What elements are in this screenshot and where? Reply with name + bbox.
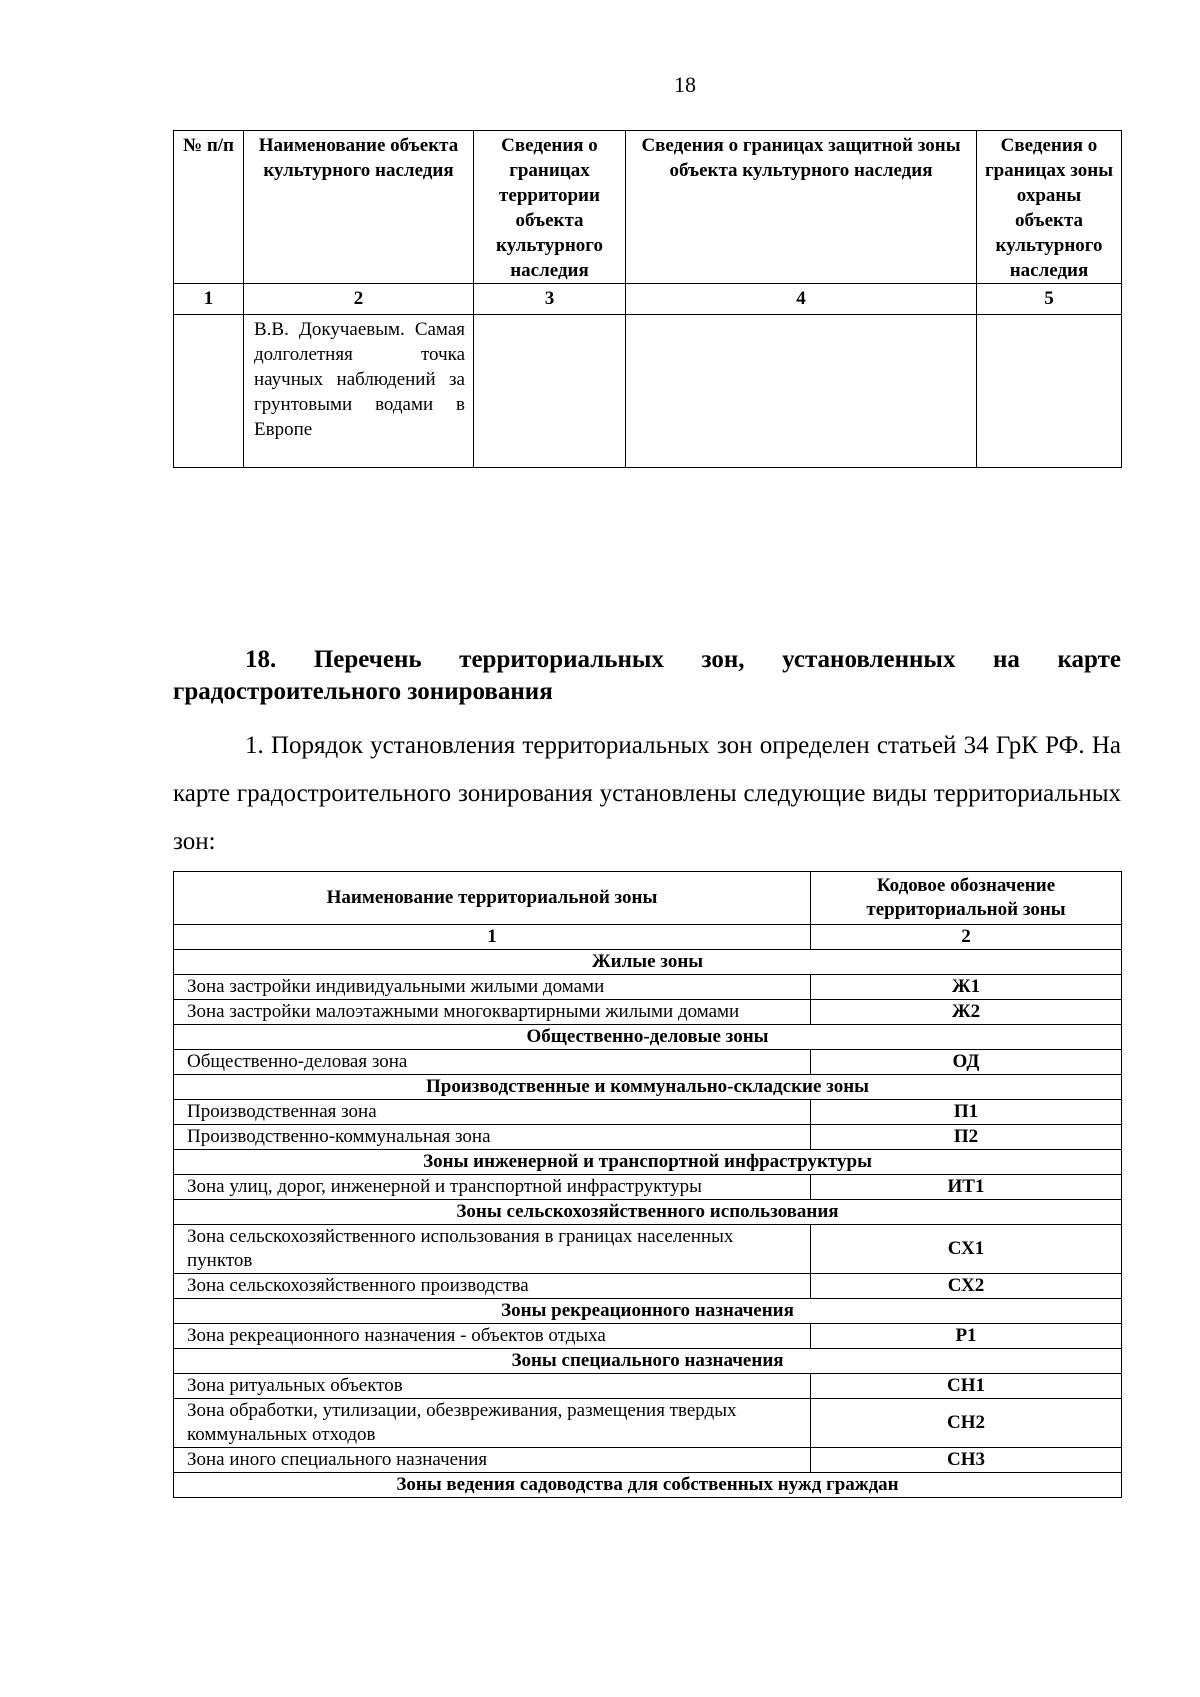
zone-code-cell: ИТ1 bbox=[811, 1175, 1122, 1200]
column-number: 4 bbox=[626, 284, 977, 315]
zone-code-cell: СН3 bbox=[811, 1448, 1122, 1473]
table-row bbox=[174, 975, 1122, 1000]
table-header-row bbox=[174, 131, 1122, 284]
zone-code-cell: СХ2 bbox=[811, 1274, 1122, 1299]
zone-group-row bbox=[174, 1473, 1122, 1498]
column-number: 2 bbox=[244, 284, 474, 315]
zone-group-title: Зоны инженерной и транспортной инфраструктуры bbox=[174, 1150, 1122, 1175]
zone-name-cell: Зона ритуальных объектов bbox=[174, 1374, 811, 1399]
table-row bbox=[174, 1324, 1122, 1349]
zone-name-cell: Зона обработки, утилизации, обезвреживания, размещения твердых коммунальных отходов bbox=[174, 1399, 811, 1448]
section-heading: 18. Перечень территориальных зон, установленных на карте градостроительного зонирования bbox=[173, 646, 1121, 705]
column-number: 1 bbox=[174, 925, 811, 950]
header-territory-boundaries: Сведения о границах территории объекта культурного наследия bbox=[474, 131, 626, 284]
zone-code-cell: Ж2 bbox=[811, 1000, 1122, 1025]
intro-paragraph: 1. Порядок установления территориальных зон определен статьей 34 ГрК РФ. На карте градостроительного зонирования установлены следующие виды территориальных зон: bbox=[173, 732, 1121, 855]
zone-group-title: Зоны ведения садоводства для собственных нужд граждан bbox=[174, 1473, 1122, 1498]
header-zone-name: Наименование территориальной зоны bbox=[174, 872, 811, 925]
zone-name-cell: Зона застройки индивидуальными жилыми домами bbox=[174, 975, 811, 1000]
zone-code-cell: СН1 bbox=[811, 1374, 1122, 1399]
territorial-zones-table bbox=[173, 871, 1122, 1498]
header-zone-code: Кодовое обозначение территориальной зоны bbox=[811, 872, 1122, 925]
zone-group-row bbox=[174, 1200, 1122, 1225]
zone-group-row bbox=[174, 1150, 1122, 1175]
column-number-row bbox=[174, 925, 1122, 950]
header-object-name: Наименование объекта культурного наследия bbox=[244, 131, 474, 284]
table-row bbox=[174, 1125, 1122, 1150]
zone-name-cell: Зона иного специального назначения bbox=[174, 1448, 811, 1473]
header-protection-zone-boundaries: Сведения о границах зоны охраны объекта культурного наследия bbox=[977, 131, 1122, 284]
column-number: 3 bbox=[474, 284, 626, 315]
zone-group-title: Общественно-деловые зоны bbox=[174, 1025, 1122, 1050]
object-name-cell: В.В. Докучаевым. Самая долголетняя точка научных наблюдений за грунтовыми водами в Европе bbox=[244, 315, 474, 468]
row-number-cell bbox=[174, 315, 244, 468]
zone-group-title: Зоны специального назначения bbox=[174, 1349, 1122, 1374]
zone-name-cell: Производственная зона bbox=[174, 1100, 811, 1125]
table-row bbox=[174, 1225, 1122, 1274]
zone-code-cell: СХ1 bbox=[811, 1225, 1122, 1274]
table-row bbox=[174, 1000, 1122, 1025]
header-number: № п/п bbox=[174, 131, 244, 284]
protection-zone-cell bbox=[977, 315, 1122, 468]
zone-group-title: Жилые зоны bbox=[174, 950, 1122, 975]
zone-name-cell: Производственно-коммунальная зона bbox=[174, 1125, 811, 1150]
column-number: 2 bbox=[811, 925, 1122, 950]
zone-name-cell: Зона улиц, дорог, инженерной и транспортной инфраструктуры bbox=[174, 1175, 811, 1200]
zone-group-row bbox=[174, 1025, 1122, 1050]
zone-group-row bbox=[174, 1299, 1122, 1324]
zone-group-title: Зоны рекреационного назначения bbox=[174, 1299, 1122, 1324]
protective-zone-cell bbox=[626, 315, 977, 468]
table-row bbox=[174, 1100, 1122, 1125]
table-row bbox=[174, 315, 1122, 468]
zone-name-cell: Зона рекреационного назначения - объектов отдыха bbox=[174, 1324, 811, 1349]
table-row bbox=[174, 1274, 1122, 1299]
zone-group-row bbox=[174, 950, 1122, 975]
column-number: 5 bbox=[977, 284, 1122, 315]
column-number: 1 bbox=[174, 284, 244, 315]
zone-code-cell: П1 bbox=[811, 1100, 1122, 1125]
zone-code-cell: Ж1 bbox=[811, 975, 1122, 1000]
zone-group-row bbox=[174, 1075, 1122, 1100]
table-row bbox=[174, 1374, 1122, 1399]
table-row bbox=[174, 1175, 1122, 1200]
zone-name-cell: Зона сельскохозяйственного использования в границах населенных пунктов bbox=[174, 1225, 811, 1274]
table-row bbox=[174, 1448, 1122, 1473]
zone-name-cell: Общественно-деловая зона bbox=[174, 1050, 811, 1075]
table-row bbox=[174, 1050, 1122, 1075]
zone-group-title: Зоны сельскохозяйственного использования bbox=[174, 1200, 1122, 1225]
zone-code-cell: ОД bbox=[811, 1050, 1122, 1075]
zone-group-title: Производственные и коммунально-складские зоны bbox=[174, 1075, 1122, 1100]
territory-cell bbox=[474, 315, 626, 468]
header-protective-zone-boundaries: Сведения о границах защитной зоны объекта культурного наследия bbox=[626, 131, 977, 284]
zone-code-cell: П2 bbox=[811, 1125, 1122, 1150]
zone-group-row bbox=[174, 1349, 1122, 1374]
zone-code-cell: Р1 bbox=[811, 1324, 1122, 1349]
zone-code-cell: СН2 bbox=[811, 1399, 1122, 1448]
zone-name-cell: Зона сельскохозяйственного производства bbox=[174, 1274, 811, 1299]
zone-name-cell: Зона застройки малоэтажными многоквартирными жилыми домами bbox=[174, 1000, 811, 1025]
column-number-row bbox=[174, 284, 1122, 315]
heritage-objects-table bbox=[173, 130, 1122, 468]
table-header-row bbox=[174, 872, 1122, 925]
page-number: 18 bbox=[674, 72, 696, 97]
table-row bbox=[174, 1399, 1122, 1448]
